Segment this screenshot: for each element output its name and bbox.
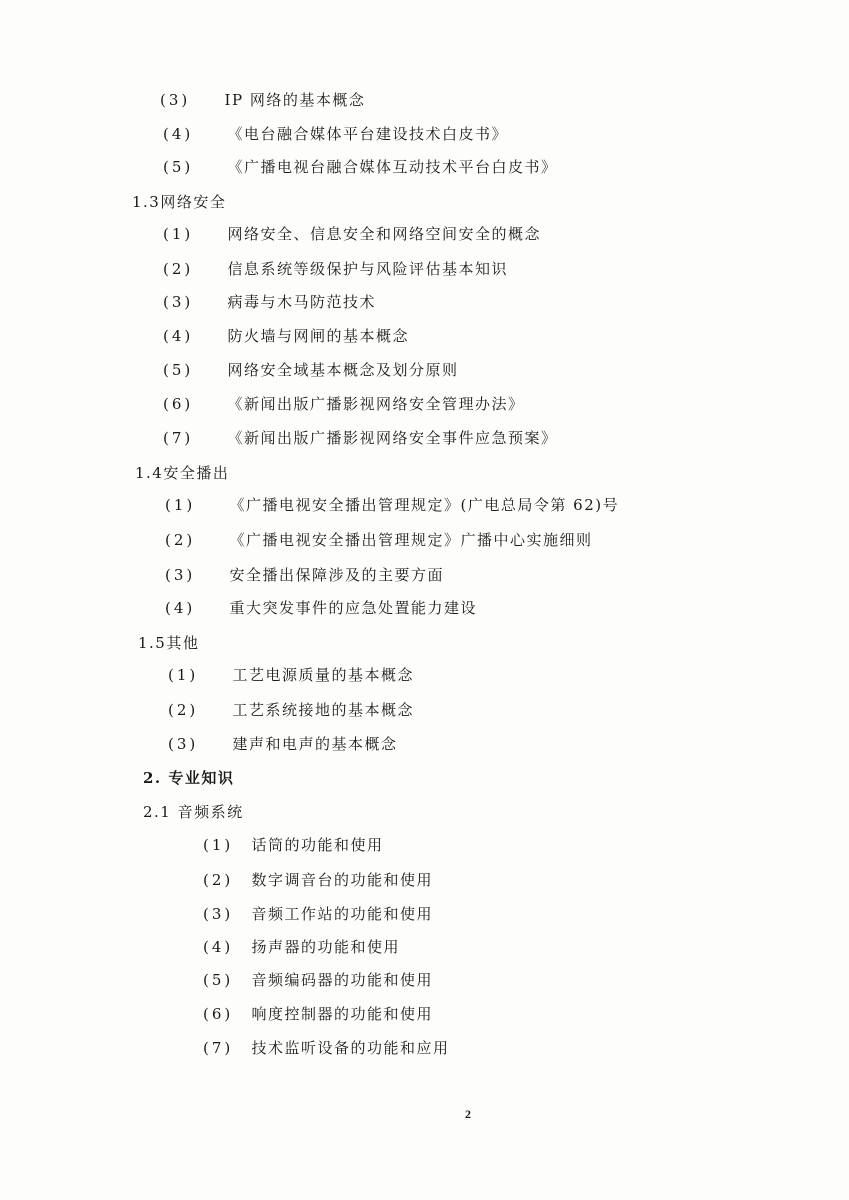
item-number: (5) bbox=[203, 971, 234, 989]
item-text: 防火墙与网闸的基本概念 bbox=[227, 327, 410, 345]
item-number: (7) bbox=[163, 429, 194, 447]
section-heading-2-1: 2.1 音频系统 bbox=[143, 803, 244, 821]
item-text: 《新闻出版广播影视网络安全事件应急预案》 bbox=[227, 429, 558, 447]
list-item bbox=[163, 292, 376, 312]
item-number: (3) bbox=[163, 293, 194, 311]
item-text: 《广播电视安全播出管理规定》(广电总局令第 62)号 bbox=[229, 496, 620, 514]
item-text: 《电台融合媒体平台建设技术白皮书》 bbox=[227, 125, 509, 143]
item-number: (3) bbox=[160, 91, 191, 109]
list-item bbox=[203, 870, 433, 890]
list-item bbox=[203, 970, 433, 990]
item-number: (4) bbox=[163, 125, 194, 143]
item-text: 话筒的功能和使用 bbox=[251, 836, 384, 854]
list-item bbox=[165, 495, 619, 515]
list-item bbox=[163, 360, 459, 380]
item-number: (2) bbox=[168, 701, 199, 719]
item-number: (6) bbox=[203, 1005, 234, 1023]
item-text: 工艺系统接地的基本概念 bbox=[232, 701, 415, 719]
item-text: 技术监听设备的功能和应用 bbox=[251, 1039, 450, 1057]
item-text: 工艺电源质量的基本概念 bbox=[232, 666, 415, 684]
section-heading-1-3: 1.3网络安全 bbox=[132, 193, 227, 211]
item-number: (2) bbox=[165, 531, 196, 549]
list-item bbox=[163, 124, 508, 144]
section-heading-1-5: 1.5其他 bbox=[138, 634, 200, 652]
item-text: 网络安全、信息安全和网络空间安全的概念 bbox=[227, 225, 542, 243]
item-number: (1) bbox=[203, 836, 234, 854]
item-number: (2) bbox=[203, 871, 234, 889]
list-item bbox=[165, 598, 477, 618]
list-item bbox=[163, 428, 558, 448]
item-number: (3) bbox=[165, 566, 196, 584]
list-item bbox=[203, 835, 384, 855]
list-item bbox=[163, 326, 409, 346]
item-text: 响度控制器的功能和使用 bbox=[251, 1005, 434, 1023]
list-item bbox=[163, 259, 508, 279]
section-heading-2: 2. 专业知识 bbox=[143, 769, 235, 787]
list-item bbox=[203, 1038, 450, 1058]
item-number: (3) bbox=[203, 905, 234, 923]
list-item bbox=[165, 530, 593, 550]
item-number: (2) bbox=[163, 260, 194, 278]
item-text: 《新闻出版广播影视网络安全管理办法》 bbox=[227, 395, 525, 413]
item-text: 音频工作站的功能和使用 bbox=[251, 905, 434, 923]
item-number: (4) bbox=[165, 599, 196, 617]
item-number: (1) bbox=[163, 225, 194, 243]
item-number: (4) bbox=[163, 327, 194, 345]
list-item bbox=[163, 394, 525, 414]
item-text: 安全播出保障涉及的主要方面 bbox=[229, 566, 445, 584]
item-text: 网络安全域基本概念及划分原则 bbox=[227, 361, 459, 379]
item-number: (5) bbox=[163, 361, 194, 379]
list-item bbox=[160, 90, 365, 110]
item-text: 信息系统等级保护与风险评估基本知识 bbox=[227, 260, 509, 278]
item-number: (1) bbox=[165, 496, 196, 514]
item-text: 建声和电声的基本概念 bbox=[232, 735, 398, 753]
list-item bbox=[203, 1004, 433, 1024]
item-text: 《广播电视安全播出管理规定》广播中心实施细则 bbox=[229, 531, 593, 549]
item-text: 病毒与木马防范技术 bbox=[227, 293, 377, 311]
section-heading-1-4: 1.4安全播出 bbox=[135, 464, 230, 482]
item-number: (5) bbox=[163, 158, 194, 176]
list-item bbox=[165, 565, 444, 585]
item-text: 扬声器的功能和使用 bbox=[251, 938, 401, 956]
page-number: 2 bbox=[465, 1107, 471, 1121]
list-item bbox=[163, 157, 558, 177]
item-text: 数字调音台的功能和使用 bbox=[251, 871, 434, 889]
list-item bbox=[168, 665, 414, 685]
item-number: (4) bbox=[203, 938, 234, 956]
list-item bbox=[163, 224, 541, 244]
item-number: (1) bbox=[168, 666, 199, 684]
list-item bbox=[168, 734, 398, 754]
item-text: 重大突发事件的应急处置能力建设 bbox=[229, 599, 478, 617]
list-item bbox=[203, 937, 400, 957]
item-text: 《广播电视台融合媒体互动技术平台白皮书》 bbox=[227, 158, 558, 176]
item-number: (3) bbox=[168, 735, 199, 753]
item-text: 音频编码器的功能和使用 bbox=[251, 971, 434, 989]
item-number: (7) bbox=[203, 1039, 234, 1057]
item-number: (6) bbox=[163, 395, 194, 413]
list-item bbox=[168, 700, 414, 720]
list-item bbox=[203, 904, 433, 924]
item-text: IP 网络的基本概念 bbox=[224, 91, 366, 109]
